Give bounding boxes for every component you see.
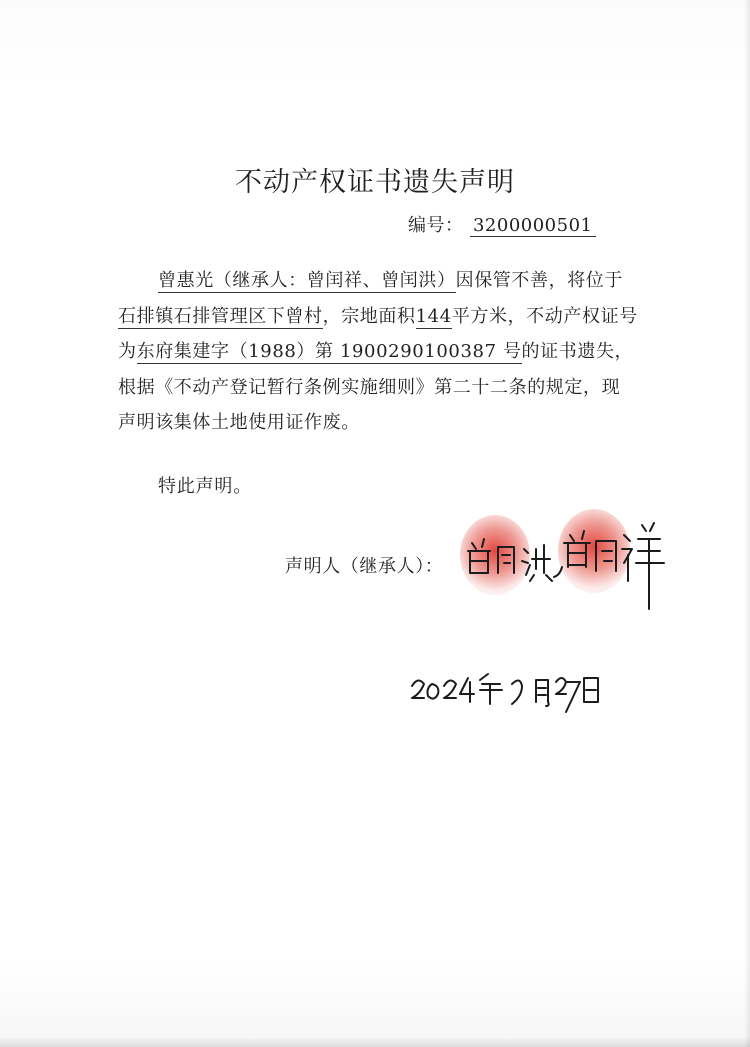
land-area: 144	[415, 305, 452, 327]
location: 石排镇石排管理区下曾村	[118, 305, 323, 327]
date-signature-strokes	[400, 660, 620, 720]
scan-edge-shadow	[744, 0, 750, 1047]
text-segment-2: ，宗地面积	[322, 305, 416, 327]
statement-paragraph	[118, 263, 638, 441]
number-value: 3200000501	[470, 215, 596, 237]
signature-with-fingerprints	[440, 505, 670, 615]
closing-statement: 特此声明。	[158, 476, 252, 497]
scan-bottom-shadow	[0, 1037, 750, 1047]
text-segment-3: 平方米，不动产权证号为	[118, 305, 638, 362]
declarant-label: 声明人（继承人）：	[285, 556, 444, 577]
statement-body	[118, 263, 638, 441]
certificate-number: 东府集建字（1988）第 1900290100387 号	[136, 341, 522, 362]
document-title: 不动产权证书遗失声明	[235, 167, 515, 198]
handwritten-date	[400, 660, 620, 720]
text-segment-1: 因保管不善，将位于	[455, 270, 624, 291]
document-number	[408, 211, 596, 237]
handwritten-signature	[440, 505, 670, 615]
person-name: 曾惠光（继承人：曾闰祥、曾闰洪）	[158, 270, 456, 291]
text-segment-4: 的证书遗失，根据《不动产登记暂行条例实施细则》第二十二条的规定，现声明该集体土地使用证作废。	[118, 341, 634, 433]
number-label: 编号：	[408, 215, 464, 236]
